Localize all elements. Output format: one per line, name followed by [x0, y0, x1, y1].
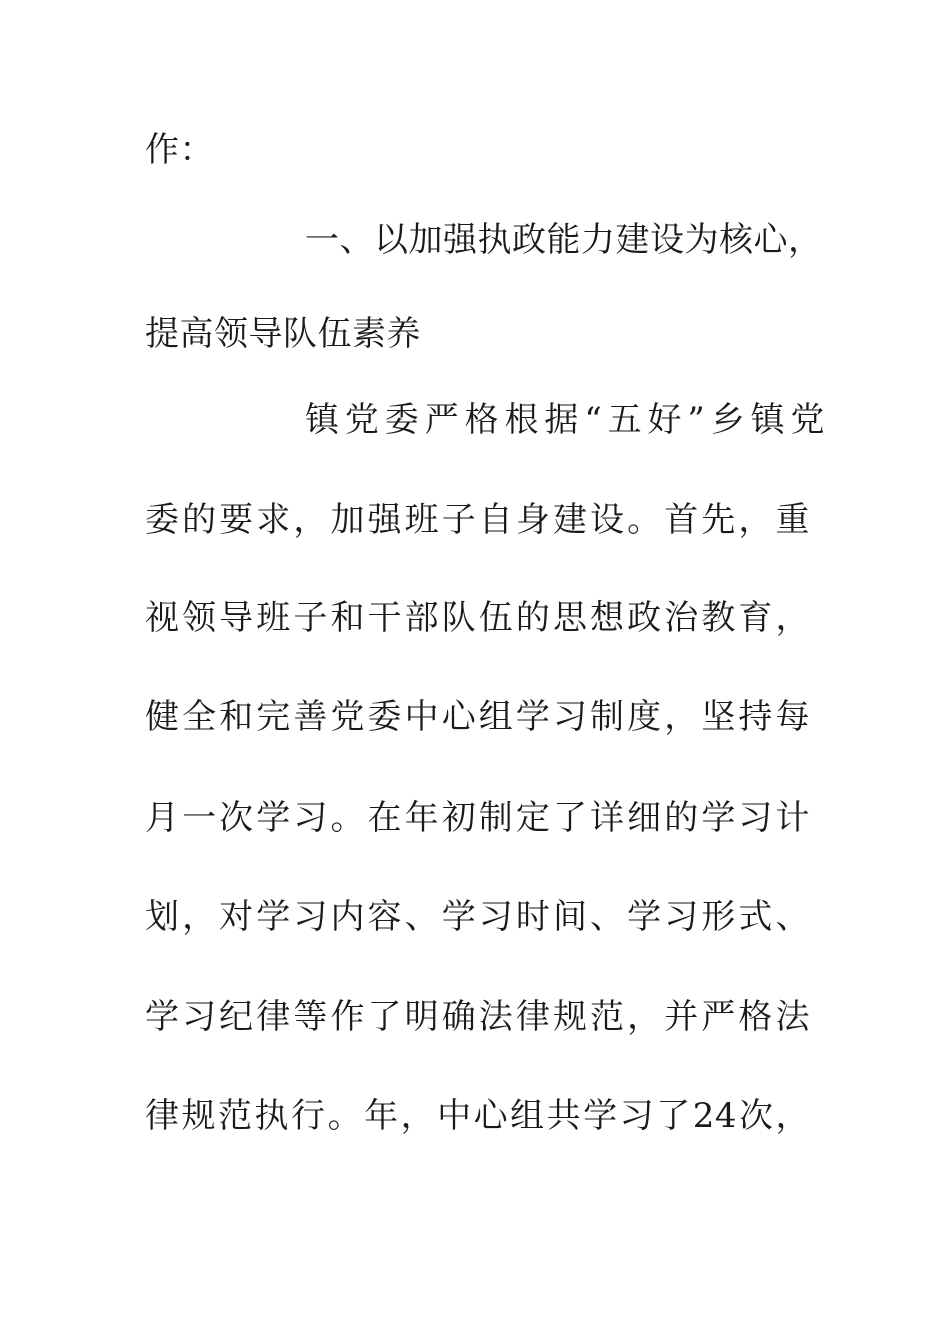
paragraph-line-8: 律规范执行。年，中心组共学习了24次，	[145, 1096, 810, 1136]
text-line-1: 作：	[145, 130, 214, 170]
paragraph-line-2: 委的要求，加强班子自身建设。首先，重	[145, 500, 810, 540]
section-heading-line-2: 提高领导队伍素养	[145, 314, 421, 354]
paragraph-line-1: 镇党委严格根据“五好”乡镇党	[305, 400, 825, 440]
paragraph-line-5: 月一次学习。在年初制定了详细的学习计	[145, 798, 810, 838]
paragraph-line-3: 视领导班子和干部队伍的思想政治教育，	[145, 598, 810, 638]
paragraph-line-4: 健全和完善党委中心组学习制度，坚持每	[145, 697, 810, 737]
paragraph-line-7: 学习纪律等作了明确法律规范，并严格法	[145, 997, 810, 1037]
paragraph-line-6: 划，对学习内容、学习时间、学习形式、	[145, 897, 810, 937]
section-heading-line-1: 一、以加强执政能力建设为核心，	[305, 220, 823, 260]
